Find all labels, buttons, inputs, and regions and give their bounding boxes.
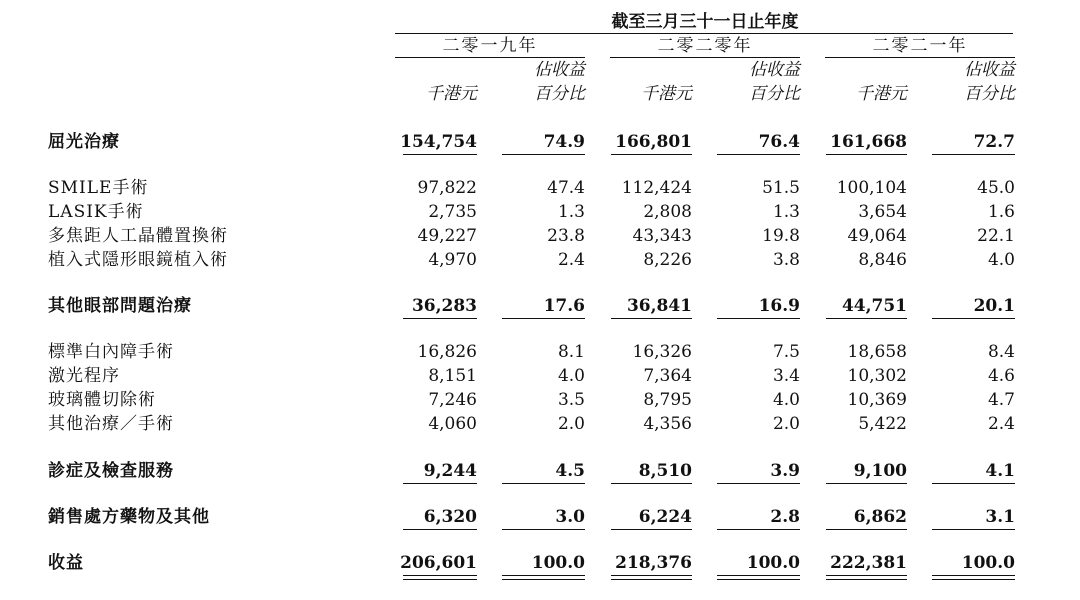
total-double-underline [826,575,907,580]
hkd-value-cell: 4,060 [428,414,477,434]
row-label: 激光程序 [48,366,120,386]
subtotal-underline [717,318,800,319]
pct-value-cell: 4.1 [985,461,1015,481]
subtotal-underline [611,529,692,530]
hkd-value-cell: 4,356 [643,414,692,434]
pct-value-cell: 3.1 [985,507,1015,527]
hkd-value-cell: 8,226 [643,250,692,270]
hkd-value-cell: 161,668 [830,132,907,152]
hkd-value-cell: 100,104 [836,178,907,198]
pct-value-cell: 1.3 [772,202,800,222]
pct-value-cell: 2.4 [557,250,585,270]
hkd-header-2019: 千港元 [426,84,477,104]
hkd-value-cell: 6,862 [853,507,907,527]
pct-value-cell: 3.8 [772,250,800,270]
subtotal-underline [826,154,907,155]
row-label: 其他眼部問題治療 [48,296,192,316]
pct-value-cell: 4.0 [772,390,800,410]
subtotal-underline [403,154,477,155]
hkd-value-cell: 49,227 [417,226,477,246]
hkd-value-cell: 8,846 [858,250,907,270]
pct-value-cell: 2.4 [987,414,1015,434]
pct-value-cell: 22.1 [977,226,1015,246]
subtotal-underline [502,483,585,484]
pct-value-cell: 2.0 [772,414,800,434]
hkd-value-cell: 49,064 [847,226,907,246]
hkd-value-cell: 166,801 [615,132,692,152]
hkd-value-cell: 2,808 [643,202,692,222]
subtotal-underline [717,483,800,484]
hkd-value-cell: 7,364 [643,366,692,386]
row-label: 其他治療／手術 [48,414,174,434]
hkd-header-2020: 千港元 [641,84,692,104]
pct-value-cell: 47.4 [547,178,585,198]
pct-value-cell: 1.6 [987,202,1015,222]
pct-value-cell: 16.9 [758,296,800,316]
subtotal-underline [932,318,1015,319]
subtotal-underline [932,529,1015,530]
pct-value-cell: 2.0 [557,414,585,434]
hkd-value-cell: 8,510 [638,461,692,481]
subtotal-underline [826,529,907,530]
row-label: 收益 [48,553,84,573]
pct-value-cell: 72.7 [973,132,1015,152]
hkd-value-cell: 9,244 [423,461,477,481]
pct-value-cell: 4.0 [987,250,1015,270]
pct-value-cell: 8.4 [987,342,1015,362]
pct-value-cell: 17.6 [543,296,585,316]
pct-header-2020-line2: 百分比 [749,84,800,104]
pct-value-cell: 23.8 [547,226,585,246]
row-label: 多焦距人工晶體置換術 [48,226,228,246]
pct-value-cell: 74.9 [543,132,585,152]
pct-value-cell: 3.9 [770,461,800,481]
pct-value-cell: 4.5 [555,461,585,481]
pct-value-cell: 1.3 [557,202,585,222]
subtotal-underline [611,483,692,484]
pct-value-cell: 19.8 [762,226,800,246]
year-2021-header: 二零二一年 [872,36,968,56]
row-label: 植入式隱形眼鏡植入術 [48,250,228,270]
pct-value-cell: 100.0 [531,553,585,573]
hkd-value-cell: 97,822 [417,178,477,198]
subtotal-underline [403,483,477,484]
hkd-header-2021: 千港元 [856,84,907,104]
pct-value-cell: 4.7 [987,390,1015,410]
period-title-underline [395,33,1013,34]
hkd-value-cell: 8,795 [643,390,692,410]
hkd-value-cell: 222,381 [830,553,907,573]
total-double-underline [932,575,1015,580]
pct-value-cell: 8.1 [557,342,585,362]
hkd-value-cell: 16,326 [632,342,692,362]
subtotal-underline [502,318,585,319]
row-label: 玻璃體切除術 [48,390,156,410]
hkd-value-cell: 9,100 [853,461,907,481]
pct-header-2019-line2: 百分比 [534,84,585,104]
hkd-value-cell: 6,320 [423,507,477,527]
row-label: 銷售處方藥物及其他 [48,507,210,527]
subtotal-underline [826,483,907,484]
hkd-value-cell: 44,751 [841,296,907,316]
row-label: SMILE手術 [48,178,149,198]
year-2019-underline [395,57,585,58]
pct-header-2021-line1: 佔收益 [964,60,1015,80]
row-label: 標準白內障手術 [48,342,174,362]
pct-header-2019-line1: 佔收益 [534,60,585,80]
pct-value-cell: 45.0 [977,178,1015,198]
period-title: 截至三月三十一日止年度 [611,12,799,32]
year-2020-header: 二零二零年 [657,36,753,56]
pct-value-cell: 3.5 [557,390,585,410]
hkd-value-cell: 6,224 [638,507,692,527]
total-double-underline [717,575,800,580]
hkd-value-cell: 8,151 [428,366,477,386]
year-2020-underline [610,57,800,58]
hkd-value-cell: 218,376 [615,553,692,573]
subtotal-underline [932,483,1015,484]
pct-value-cell: 3.4 [772,366,800,386]
hkd-value-cell: 112,424 [621,178,692,198]
pct-value-cell: 76.4 [758,132,800,152]
pct-value-cell: 3.0 [555,507,585,527]
subtotal-underline [403,318,477,319]
hkd-value-cell: 7,246 [428,390,477,410]
total-double-underline [502,575,585,580]
subtotal-underline [717,529,800,530]
pct-header-2021-line2: 百分比 [964,84,1015,104]
hkd-value-cell: 4,970 [428,250,477,270]
hkd-value-cell: 3,654 [858,202,907,222]
subtotal-underline [502,154,585,155]
hkd-value-cell: 16,826 [417,342,477,362]
subtotal-underline [611,318,692,319]
hkd-value-cell: 18,658 [847,342,907,362]
pct-value-cell: 51.5 [762,178,800,198]
hkd-value-cell: 10,369 [847,390,907,410]
subtotal-underline [502,529,585,530]
total-double-underline [611,575,692,580]
subtotal-underline [611,154,692,155]
pct-value-cell: 100.0 [746,553,800,573]
row-label: 診症及檢查服務 [48,461,174,481]
pct-header-2020-line1: 佔收益 [749,60,800,80]
hkd-value-cell: 10,302 [847,366,907,386]
subtotal-underline [826,318,907,319]
subtotal-underline [717,154,800,155]
year-2021-underline [825,57,1015,58]
hkd-value-cell: 2,735 [428,202,477,222]
pct-value-cell: 2.8 [770,507,800,527]
hkd-value-cell: 43,343 [632,226,692,246]
subtotal-underline [403,529,477,530]
hkd-value-cell: 36,283 [411,296,477,316]
hkd-value-cell: 5,422 [858,414,907,434]
row-label: LASIK手術 [48,202,144,222]
row-label: 屈光治療 [48,132,120,152]
year-2019-header: 二零一九年 [442,36,538,56]
total-double-underline [403,575,477,580]
subtotal-underline [932,154,1015,155]
pct-value-cell: 100.0 [961,553,1015,573]
hkd-value-cell: 154,754 [400,132,477,152]
hkd-value-cell: 36,841 [626,296,692,316]
pct-value-cell: 4.6 [987,366,1015,386]
hkd-value-cell: 206,601 [400,553,477,573]
pct-value-cell: 4.0 [557,366,585,386]
pct-value-cell: 20.1 [973,296,1015,316]
pct-value-cell: 7.5 [772,342,800,362]
